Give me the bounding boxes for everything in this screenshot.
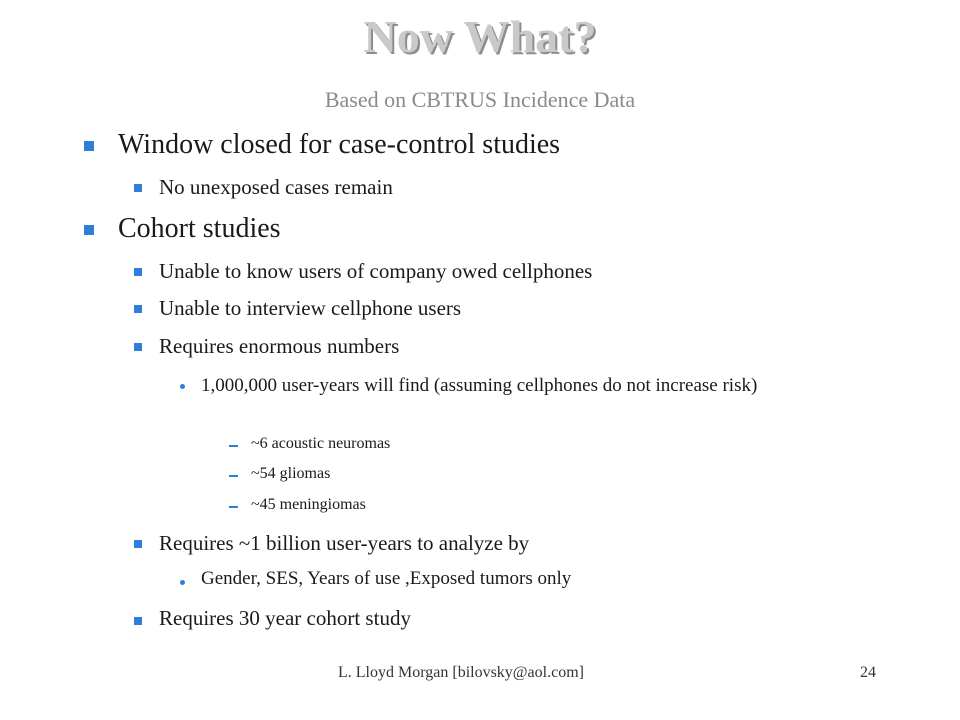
footer-author: L. Lloyd Morgan [bilovsky@aol.com]: [338, 664, 584, 681]
square-bullet-icon: [134, 617, 142, 625]
bullet-acoustic-neuromas: ~6 acoustic neuromas: [251, 435, 391, 452]
square-bullet-icon: [84, 225, 94, 235]
square-bullet-icon: [84, 141, 94, 151]
dash-bullet-icon: [229, 445, 238, 447]
square-bullet-icon: [134, 343, 142, 351]
bullet-no-unexposed: No unexposed cases remain: [159, 175, 393, 199]
bullet-gender-ses: Gender, SES, Years of use ,Exposed tumors only: [201, 568, 572, 589]
bullet-billion-user-years: Requires ~1 billion user-years to analyze by: [159, 531, 530, 555]
square-bullet-icon: [134, 305, 142, 313]
bullet-window-closed: Window closed for case-control studies: [118, 129, 561, 160]
bullet-million-user-years: 1,000,000 user-years will find (assuming cellphones do not increase risk): [201, 375, 758, 396]
dot-bullet-icon: [180, 384, 185, 389]
slide-title: Now What?: [363, 11, 597, 62]
bullet-unable-know: Unable to know users of company owed cellphones: [159, 259, 593, 283]
bullet-unable-interview: Unable to interview cellphone users: [159, 296, 462, 320]
bullet-cohort-studies: Cohort studies: [118, 213, 281, 244]
slide-subtitle: Based on CBTRUS Incidence Data: [324, 87, 636, 112]
square-bullet-icon: [134, 184, 142, 192]
dot-bullet-icon: [180, 580, 185, 585]
footer-page-number: 24: [860, 664, 876, 681]
square-bullet-icon: [134, 540, 142, 548]
dash-bullet-icon: [229, 506, 238, 508]
bullet-meningiomas: ~45 meningiomas: [251, 496, 366, 513]
bullet-thirty-year-study: Requires 30 year cohort study: [159, 606, 411, 630]
bullet-gliomas: ~54 gliomas: [251, 465, 331, 482]
dash-bullet-icon: [229, 475, 238, 477]
bullet-enormous-numbers: Requires enormous numbers: [159, 334, 400, 358]
square-bullet-icon: [134, 268, 142, 276]
